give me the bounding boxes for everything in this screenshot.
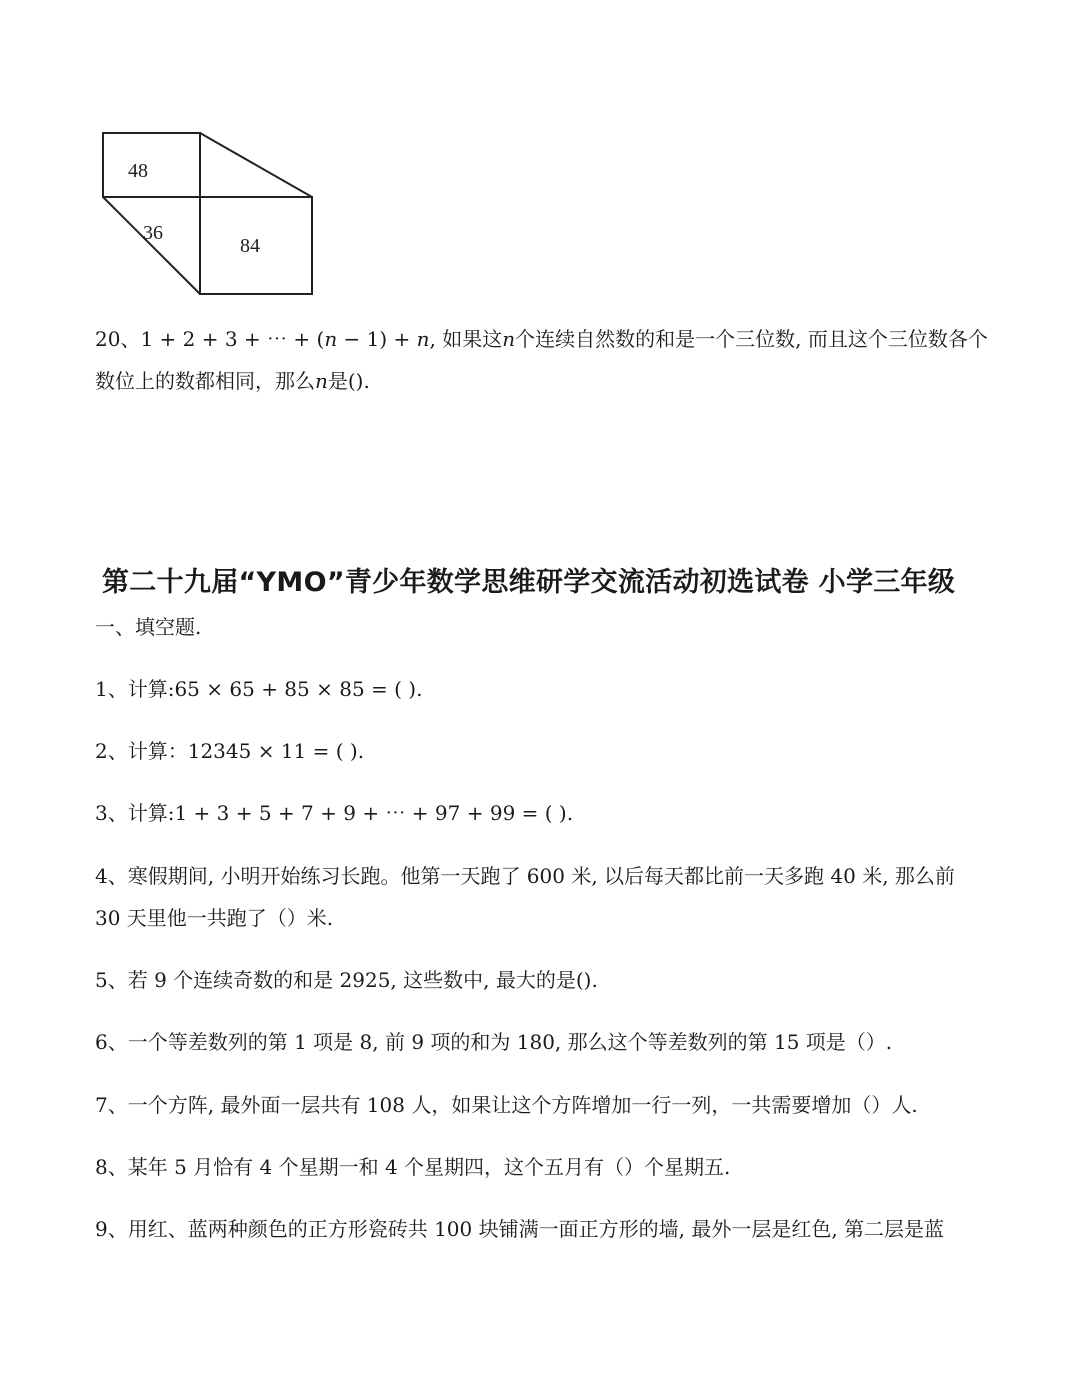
exam-title: 第二十九届“YMO”青少年数学思维研学交流活动初选试卷 小学三年级: [102, 567, 956, 598]
question-line: 4、寒假期间, 小明开始练习长跑。他第一天跑了 600 米, 以后每天都比前一天多跑 40 米, 那么前: [95, 864, 955, 888]
question-line: 8、某年 5 月恰有 4 个星期一和 4 个星期四，这个五月有（）个星期五.: [95, 1155, 731, 1179]
question-1: [95, 668, 985, 710]
question-6: [95, 1021, 985, 1063]
question-line: 9、用红、蓝两种颜色的正方形瓷砖共 100 块铺满一面正方形的墙, 最外一层是红色, 第二层是蓝: [95, 1217, 945, 1241]
section-heading: 一、填空题.: [95, 615, 202, 639]
question-20: [95, 318, 995, 402]
question-line: 2、计算：12345 × 11 = ( ).: [95, 739, 365, 763]
figure-svg: [95, 125, 325, 305]
question-line: 1、计算:65 × 65 + 85 × 85 = ( ).: [95, 677, 423, 701]
figure-label-84: 84: [240, 235, 260, 257]
figure-diagonal-top: [200, 133, 312, 197]
question-5: [95, 959, 985, 1001]
figure-diagonal-bottom: [103, 197, 200, 294]
question-line: 30 天里他一共跑了（）米.: [95, 906, 334, 930]
question-7: [95, 1084, 985, 1126]
question-8: [95, 1146, 985, 1188]
question-20-line-2: 数位上的数都相同，那么𝑛是().: [95, 369, 370, 393]
question-line: 6、一个等差数列的第 1 项是 8, 前 9 项的和为 180, 那么这个等差数列的第 15 项是（）.: [95, 1030, 893, 1054]
figure-rect-48: [103, 133, 200, 197]
question-line: 3、计算:1 + 3 + 5 + 7 + 9 + ⋯ + 97 + 99 = ( ).: [95, 801, 574, 825]
question-3: [95, 792, 985, 834]
question-line: 5、若 9 个连续奇数的和是 2925, 这些数中, 最大的是().: [95, 968, 598, 992]
figure-label-48: 48: [128, 160, 148, 182]
question-line: 7、一个方阵, 最外面一层共有 108 人，如果让这个方阵增加一行一列，一共需要增加（）人.: [95, 1093, 918, 1117]
question-9: [95, 1208, 985, 1250]
question-20-line-1: 20、1 + 2 + 3 + ⋯ + (𝑛 − 1) + 𝑛, 如果这𝑛个连续自然数的和是一个三位数, 而且这个三位数各个: [95, 327, 988, 351]
figure-label-36: 36: [143, 222, 163, 244]
question-2: [95, 730, 985, 772]
geometry-figure: [95, 125, 325, 305]
question-4: [95, 855, 985, 939]
